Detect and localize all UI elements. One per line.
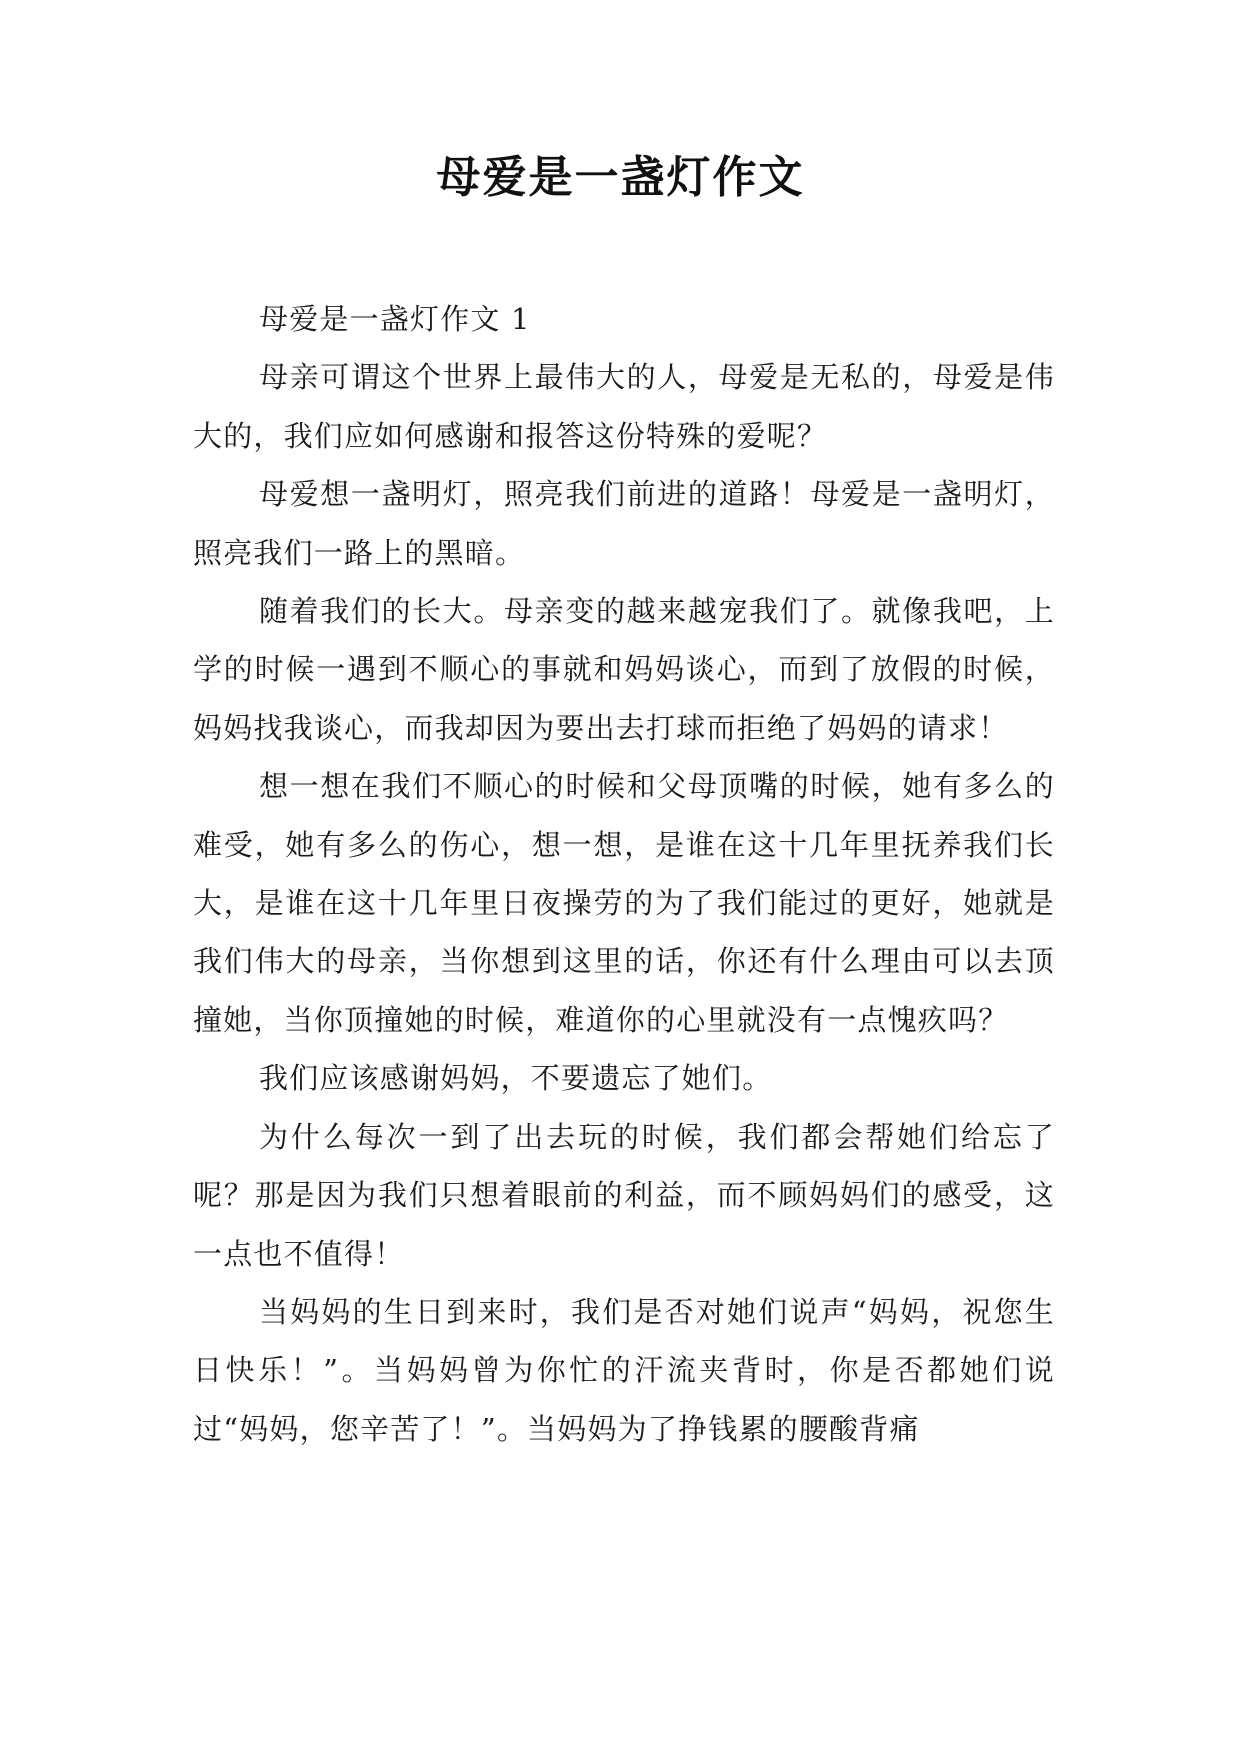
paragraph: 随着我们的长大。母亲变的越来越宠我们了。就像我吧，上学的时候一遇到不顺心的事就和妈妈谈心，而到了放假的时候，妈妈找我谈心，而我却因为要出去打球而拒绝了妈妈的请求！ — [193, 594, 1055, 745]
paragraph: 母亲可谓这个世界上最伟大的人，母爱是无私的，母爱是伟大的，我们应如何感谢和报答这份特殊的爱呢？ — [193, 360, 1055, 453]
paragraph: 想一想在我们不顺心的时候和父母顶嘴的时候，她有多么的难受，她有多么的伤心，想一想，是谁在这十几年里抚养我们长大，是谁在这十几年里日夜操劳的为了我们能过的更好，她就是我们伟大的母亲，当你想到这里的话，你还有什么理由可以去顶撞她，当你顶撞她的时候，难道你的心里就没有一点愧疚吗？ — [193, 769, 1055, 1037]
paragraph: 为什么每次一到了出去玩的时候，我们都会帮她们给忘了呢？那是因为我们只想着眼前的利益，而不顾妈妈们的感受，这一点也不值得！ — [193, 1119, 1055, 1271]
paragraph: 我们应该感谢妈妈，不要遗忘了她们。 — [259, 1061, 773, 1096]
paragraph: 当妈妈的生日到来时，我们是否对她们说声“妈妈，祝您生日快乐！”。当妈妈曾为你忙的汗流夹背时，你是否都她们说过“妈妈，您辛苦了！”。当妈妈为了挣钱累的腰酸背痛 — [193, 1294, 1055, 1446]
paragraph-heading: 母爱是一盏灯作文 1 — [259, 302, 531, 336]
paragraph: 母爱想一盏明灯，照亮我们前进的道路！母爱是一盏明灯，照亮我们一路上的黑暗。 — [193, 477, 1055, 570]
document-body — [193, 290, 1055, 1458]
document-title: 母爱是一盏灯作文 — [436, 152, 805, 203]
